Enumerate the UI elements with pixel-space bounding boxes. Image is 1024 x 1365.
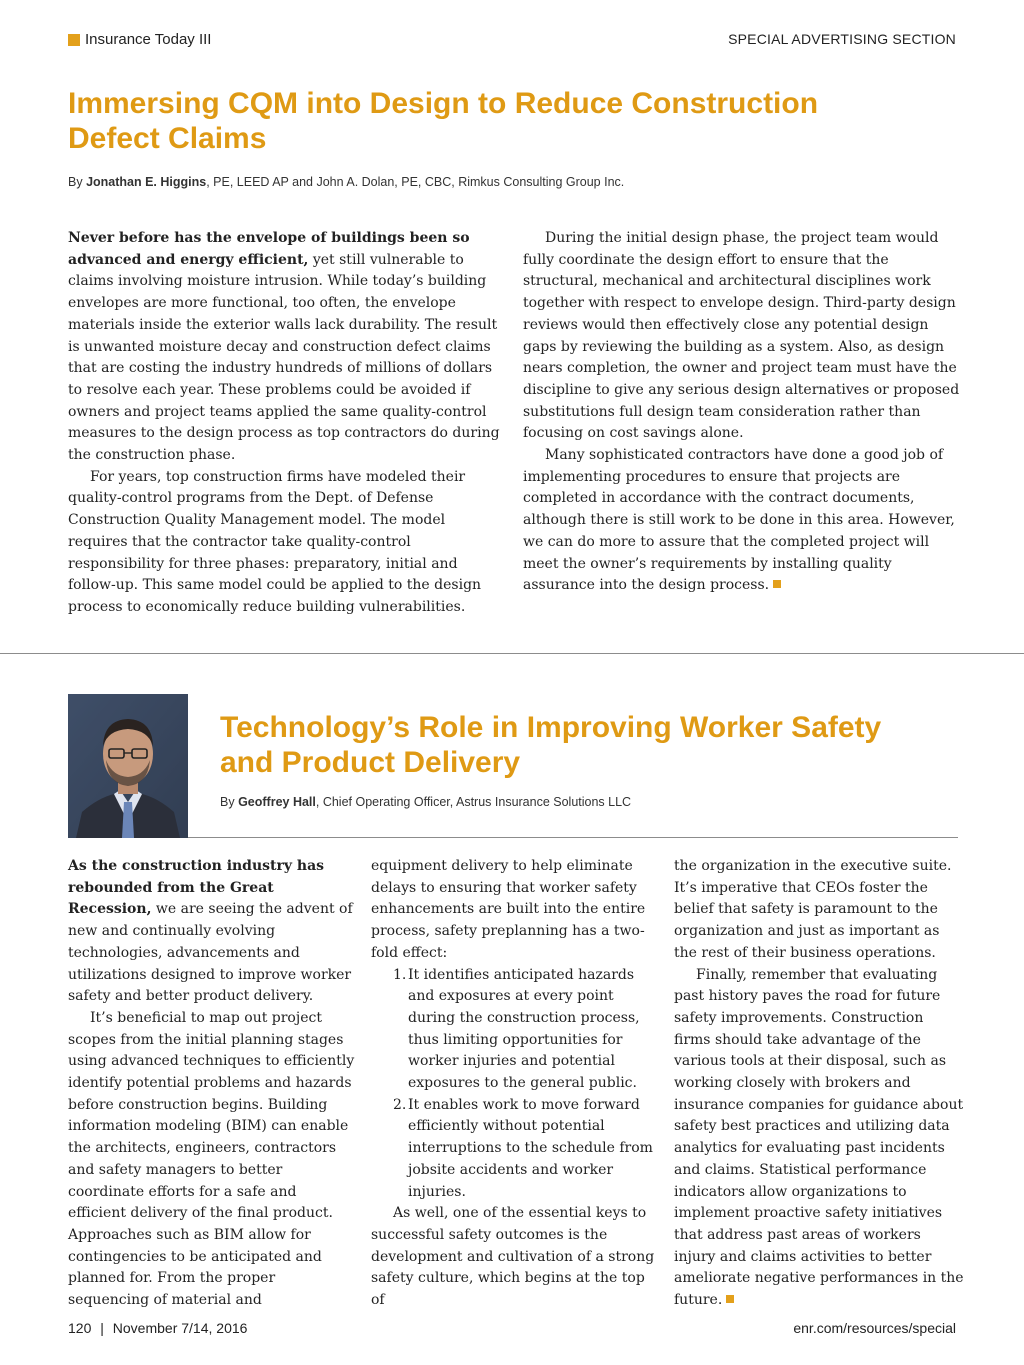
publication-label — [68, 31, 211, 48]
paragraph: equipment delivery to help eliminate delays to ensuring that worker safety enhancements are built into the entire process, safety preplanning has a two-fold effect: — [371, 858, 646, 961]
author-photo — [68, 694, 188, 838]
byline-by: By — [68, 175, 87, 189]
article1-column-1 — [68, 228, 505, 619]
byline-author: Geoffrey Hall — [238, 795, 316, 809]
paragraph: During the initial design phase, the project team would fully coordinate the design effort to ensure that the structural, mechanical and architectural disciplines work together with respect to envelope design. Third-party design reviews would then effectively close any potential design gaps by reviewing the building as a system. Also, as design nears completion, the owner and project team must have the discipline to give any serious design alternatives or proposed substitutions full design team consideration rather than focusing on cost savings alone. — [523, 230, 960, 442]
byline-author: Jonathan E. Higgins — [86, 175, 207, 189]
section-label: SPECIAL ADVERTISING SECTION — [728, 31, 956, 47]
list-number: 1. — [393, 966, 407, 983]
end-mark-icon — [726, 1295, 734, 1303]
numbered-list — [371, 965, 661, 1204]
article1-byline — [68, 175, 624, 189]
paragraph-text: yet still vulnerable to claims involving moisture intrusion. While today’s building envelopes are more functional, too often, the envelope materials inside the exterior walls lack durability. The result is unwanted moisture decay and construction defect claims that are costing the industry hundreds of millions of dollars to resolve each year. These problems could be avoided if owners and project teams applied the same quality-control measures to the design process as top contractors do during the construction phase. — [68, 251, 500, 464]
paragraph — [68, 228, 505, 467]
page-footer-left — [68, 1320, 247, 1336]
accent-square — [68, 34, 80, 46]
section-divider — [0, 653, 1024, 654]
paragraph: It’s beneficial to map out project scopes from the initial planning stages using advanced techniques to efficiently identify potential problems and hazards before construction begins. Building information modeling (BIM) can enable the architects, engineers, contractors and safety managers to better coordinate efforts for a safe and efficient delivery of the final product. Approaches such as BIM allow for contingencies to be anticipated and planned for. From the proper sequencing of material and — [68, 1009, 355, 1309]
paragraph: the organization in the executive suite. It’s imperative that CEOs foster the belief that safety is paramount to the organization and just as important as the rest of their business operations. — [674, 858, 952, 961]
list-item — [371, 965, 661, 1095]
article2-title: Technology’s Role in Improving Worker Safety and Product Delivery — [220, 711, 882, 779]
end-mark-icon — [773, 580, 781, 588]
lead-in: As the construction industry has rebounded from the Great Recession, — [68, 858, 325, 918]
article2-byline — [220, 795, 631, 809]
article2-column-2 — [371, 856, 661, 1312]
paragraph — [674, 965, 964, 1312]
article1-title: Immersing CQM into Design to Reduce Construction Defect Claims — [68, 87, 819, 155]
lead-in: Never before has the envelope of buildings been so advanced and energy efficient, — [68, 230, 470, 268]
paragraph-text: we are seeing the advent of new and continually evolving technologies, advancements and utilizations designed to improve worker safety and better product delivery. — [68, 901, 353, 1005]
paragraph — [523, 445, 960, 597]
article1-column-2 — [523, 228, 960, 597]
article2-column-3 — [674, 856, 964, 1312]
publication-name: Insurance Today III — [85, 31, 212, 48]
list-text: It enables work to move forward efficiently without potential interruptions to the schedule from jobsite accidents and worker injuries. — [408, 1096, 653, 1200]
paragraph-text: Finally, remember that evaluating past history paves the road for future safety improvements. Construction firms should take advantage of the various tools at their disposal, such as working closely with brokers and insurance companies for guidance about safety best practices and utilizing data analytics for evaluating past incidents and claims. Statistical performance indicators allow organizations to implement proactive safety initiatives that address past areas of workers injury and claims activities to better ameliorate negative performances in the future. — [674, 966, 964, 1309]
footer-url: enr.com/resources/special — [793, 1320, 956, 1336]
byline-by: By — [220, 795, 239, 809]
byline-rest: , PE, LEED AP and John A. Dolan, PE, CBC, Rimkus Consulting Group Inc. — [206, 175, 625, 189]
byline-rest: , Chief Operating Officer, Astrus Insurance Solutions LLC — [315, 795, 632, 809]
paragraph — [68, 856, 358, 1008]
paragraph: As well, one of the essential keys to successful safety outcomes is the development and cultivation of a strong safety culture, which begins at the top of — [371, 1205, 655, 1309]
list-text: It identifies anticipated hazards and exposures at every point during the construction process, thus limiting opportunities for worker injuries and potential exposures to the general public. — [408, 966, 640, 1092]
article2-column-1 — [68, 856, 358, 1312]
list-number: 2. — [393, 1096, 407, 1113]
paragraph-text: Many sophisticated contractors have done a good job of implementing procedures to ensure that projects are completed in accordance with the contract documents, although there is still work to be done in this area. However, we can do more to assure that the completed project will meet the owner’s requirements by installing quality assurance into the design process. — [523, 447, 955, 594]
page-number: 120 — [68, 1320, 92, 1336]
byline-rule — [188, 837, 958, 838]
footer-separator: | — [100, 1320, 104, 1336]
list-item — [371, 1095, 661, 1204]
issue-date: November 7/14, 2016 — [112, 1320, 248, 1336]
paragraph: For years, top construction firms have modeled their quality-control programs from the Dept. of Defense Construction Quality Management model. The model requires that the contractor take quality-control responsibility for three phases: preparatory, initial and follow-up. This same model could be applied to the design process to economically reduce building vulnerabilities. — [68, 468, 482, 615]
